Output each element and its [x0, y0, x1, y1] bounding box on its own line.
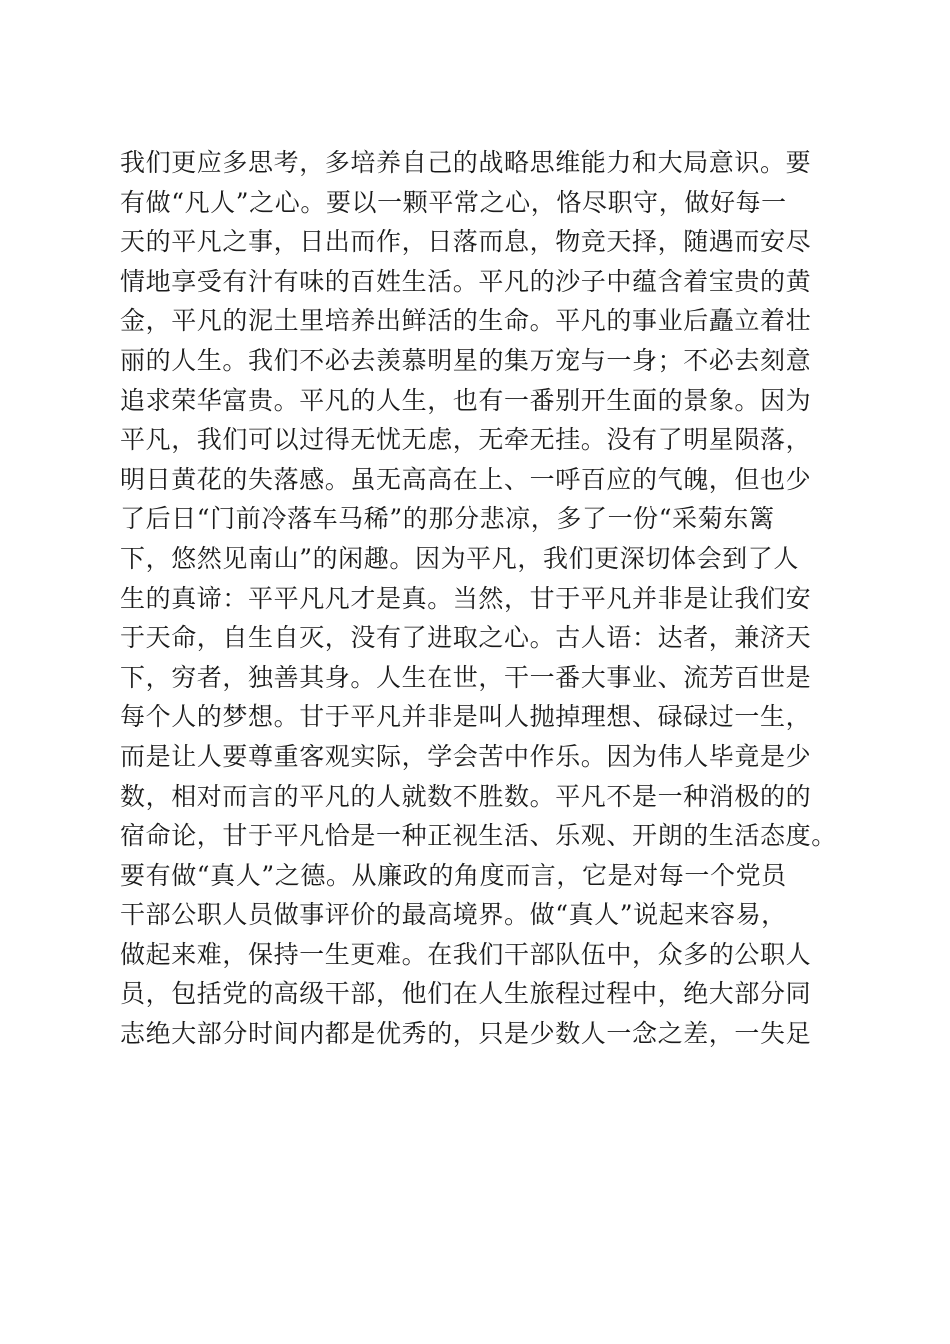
- text-line: 平凡，我们可以过得无忧无虑，无牵无挂。没有了明星陨落，: [120, 425, 812, 455]
- text-line: 干部公职人员做事评价的最高境界。做“真人”说起来容易，: [120, 900, 787, 930]
- text-line: 下，悠然见南山”的闲趣。因为平凡，我们更深切体会到了人: [120, 543, 799, 573]
- text-line: 追求荣华富贵。平凡的人生，也有一番别开生面的景象。因为: [120, 385, 812, 415]
- text-line: 明日黄花的失落感。虽无高高在上、一呼百应的气魄，但也少: [120, 464, 812, 494]
- text-line: 员，包括党的高级干部，他们在人生旅程过程中，绝大部分同: [120, 979, 812, 1009]
- text-line: 每个人的梦想。甘于平凡并非是叫人抛掉理想、碌碌过一生，: [120, 702, 812, 732]
- text-line: 志绝大部分时间内都是优秀的，只是少数人一念之差，一失足: [120, 1019, 812, 1049]
- text-line: 而是让人要尊重客观实际，学会苦中作乐。因为伟人毕竟是少: [120, 741, 812, 771]
- text-line: 下，穷者，独善其身。人生在世，干一番大事业、流芳百世是: [120, 662, 812, 692]
- text-line: 数，相对而言的平凡的人就数不胜数。平凡不是一种消极的的: [120, 781, 812, 811]
- text-line: 丽的人生。我们不必去羡慕明星的集万宠与一身；不必去刻意: [120, 345, 812, 375]
- text-line: 天的平凡之事，日出而作，日落而息，物竞天择，随遇而安尽: [120, 227, 812, 257]
- text-line: 金，平凡的泥土里培养出鲜活的生命。平凡的事业后矗立着壮: [120, 306, 812, 336]
- text-line: 做起来难，保持一生更难。在我们干部队伍中，众多的公职人: [120, 939, 812, 969]
- text-line: 要有做“真人”之德。从廉政的角度而言，它是对每一个党员: [120, 860, 787, 890]
- text-line: 有做“凡人”之心。要以一颗平常之心，恪尽职守，做好每一: [120, 187, 787, 217]
- text-line: 于天命，自生自灭，没有了进取之心。古人语：达者，兼济天: [120, 623, 812, 653]
- text-line: 宿命论，甘于平凡恰是一种正视生活、乐观、开朗的生活态度。: [120, 821, 837, 851]
- body-text: [120, 143, 840, 1054]
- text-line: 了后日“门前冷落车马稀”的那分悲凉，多了一份“采菊东篱: [120, 504, 775, 534]
- text-line: 生的真谛：平平凡凡才是真。当然，甘于平凡并非是让我们安: [120, 583, 812, 613]
- text-line: 我们更应多思考，多培养自己的战略思维能力和大局意识。要: [120, 148, 812, 177]
- text-line: 情地享受有汁有味的百姓生活。平凡的沙子中蕴含着宝贵的黄: [120, 266, 812, 296]
